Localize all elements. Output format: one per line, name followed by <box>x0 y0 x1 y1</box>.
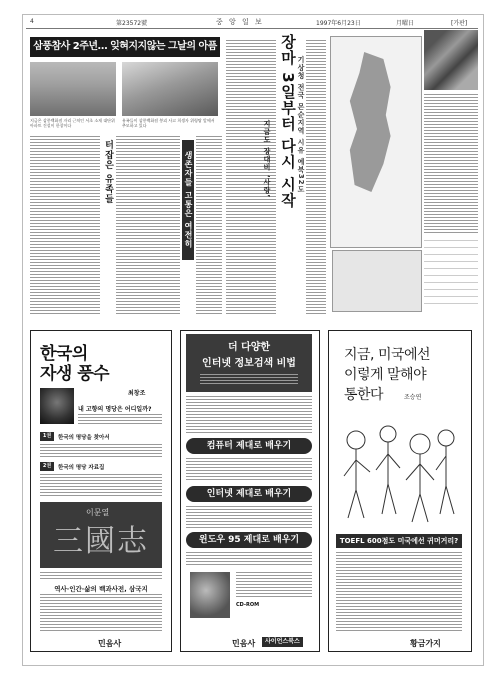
internet-hero-blurb <box>186 396 312 434</box>
masthead: 중 앙 일 보 <box>216 18 264 26</box>
fengshui-blurb <box>78 414 162 426</box>
volume1-title: 한국의 명당을 찾아서 <box>58 435 110 441</box>
art-illustration <box>424 30 478 90</box>
weekday: 月曜日 <box>396 20 415 27</box>
book3-blurb <box>186 552 312 566</box>
main-vertical-headline: 장마 3일부터 다시 시작 <box>279 34 297 209</box>
volume2-label: 2권 <box>40 462 54 471</box>
book3-title: 윈도우 95 제대로 배우기 <box>186 532 312 548</box>
internet-top-title: 인터넷 정보검색 비법 <box>202 358 296 369</box>
sub-vertical-headline: 기상청 전국 몬순지역 시유 예북32도 <box>297 56 305 194</box>
page-header <box>26 16 478 29</box>
english-author: 조승연 <box>404 394 422 401</box>
english-title-line3: 통한다 <box>344 387 384 403</box>
volume2-blurb <box>40 474 162 496</box>
weather-table-text <box>424 94 478 234</box>
fengshui-author: 최창조 <box>128 390 146 397</box>
samguk-subnote <box>40 572 162 580</box>
photo-caption-left: 지금은 삼풍백화점 자리 근처인 서초 소재 대단위 아파트 건설이 한창이다 <box>30 118 115 128</box>
world-weather-map <box>332 250 422 312</box>
samguk-title: 三國志 <box>53 524 149 559</box>
english-title-line1: 지금, 미국에선 <box>344 347 431 363</box>
article-body-left <box>30 136 100 314</box>
page-number: 4 <box>30 18 34 25</box>
internet-publisher: 민음사 <box>232 639 256 648</box>
volume2-title: 한국의 명당 자료집 <box>58 465 105 471</box>
banner-headline: 삼풍참사 2주년… 잊혀지지않는 그날의 아픔 <box>30 37 220 57</box>
internet-imprint: 사이언스북스 <box>262 637 303 647</box>
vertical-headline-2: 생존자들 고통은 여전히 <box>182 140 194 260</box>
book1-blurb <box>186 458 312 482</box>
side-article-body <box>306 40 326 314</box>
book1-title: 컴퓨터 제대로 배우기 <box>186 438 312 454</box>
fengshui-tagline: 내 고향의 명당은 어디일까? <box>78 406 152 413</box>
article-body-right <box>196 136 222 314</box>
photo-caption-right: 유족들이 삼풍백화점 붕괴 사고 희생자 위령탑 앞에서 추모하고 있다 <box>122 118 215 128</box>
samguk-tagline: 역사·인간·삶의 백과사전, 삼국지 <box>54 585 148 593</box>
english-blurb <box>336 552 462 632</box>
english-title-line2: 이렇게 말해야 <box>344 367 427 383</box>
book-cover-image <box>190 572 230 618</box>
weather-icon-grid <box>424 240 478 310</box>
fengshui-publisher: 민음사 <box>98 639 122 648</box>
english-publisher: 황금가지 <box>410 639 441 648</box>
article-body-middle <box>116 136 180 314</box>
vertical-headline-1: 터잡은 유족들 <box>103 140 113 205</box>
volume1-blurb <box>40 444 162 458</box>
samguk-blurb <box>40 594 162 632</box>
issue-date: 1997年6月23日 <box>316 20 361 27</box>
book2-title: 인터넷 제대로 배우기 <box>186 486 312 502</box>
internet-top-line: 더 다양한 <box>227 342 271 353</box>
author-portrait <box>40 388 74 424</box>
construction-photo <box>30 62 116 116</box>
cdrom-label: CD-ROM <box>236 602 260 608</box>
cartoon-people-illustration <box>336 410 462 530</box>
volume1-label: 1권 <box>40 432 54 441</box>
book3-detail <box>236 572 312 598</box>
internet-hero-subtext <box>200 374 298 386</box>
issue-number: 第23572號 <box>116 20 148 27</box>
side-vertical-headline: 지금도 장대비 ‘사랑’ <box>263 120 271 199</box>
book2-blurb <box>186 506 312 528</box>
samguk-author: 이문열 <box>86 508 110 517</box>
memorial-photo <box>122 62 218 116</box>
fengshui-title-line1: 한국의 <box>40 344 88 364</box>
toefl-banner: TOEFL 600점도 미국에선 귀머거리? <box>336 534 462 548</box>
fengshui-title-line2: 자생 풍수 <box>40 364 110 384</box>
section-label: [가판] <box>451 20 468 27</box>
